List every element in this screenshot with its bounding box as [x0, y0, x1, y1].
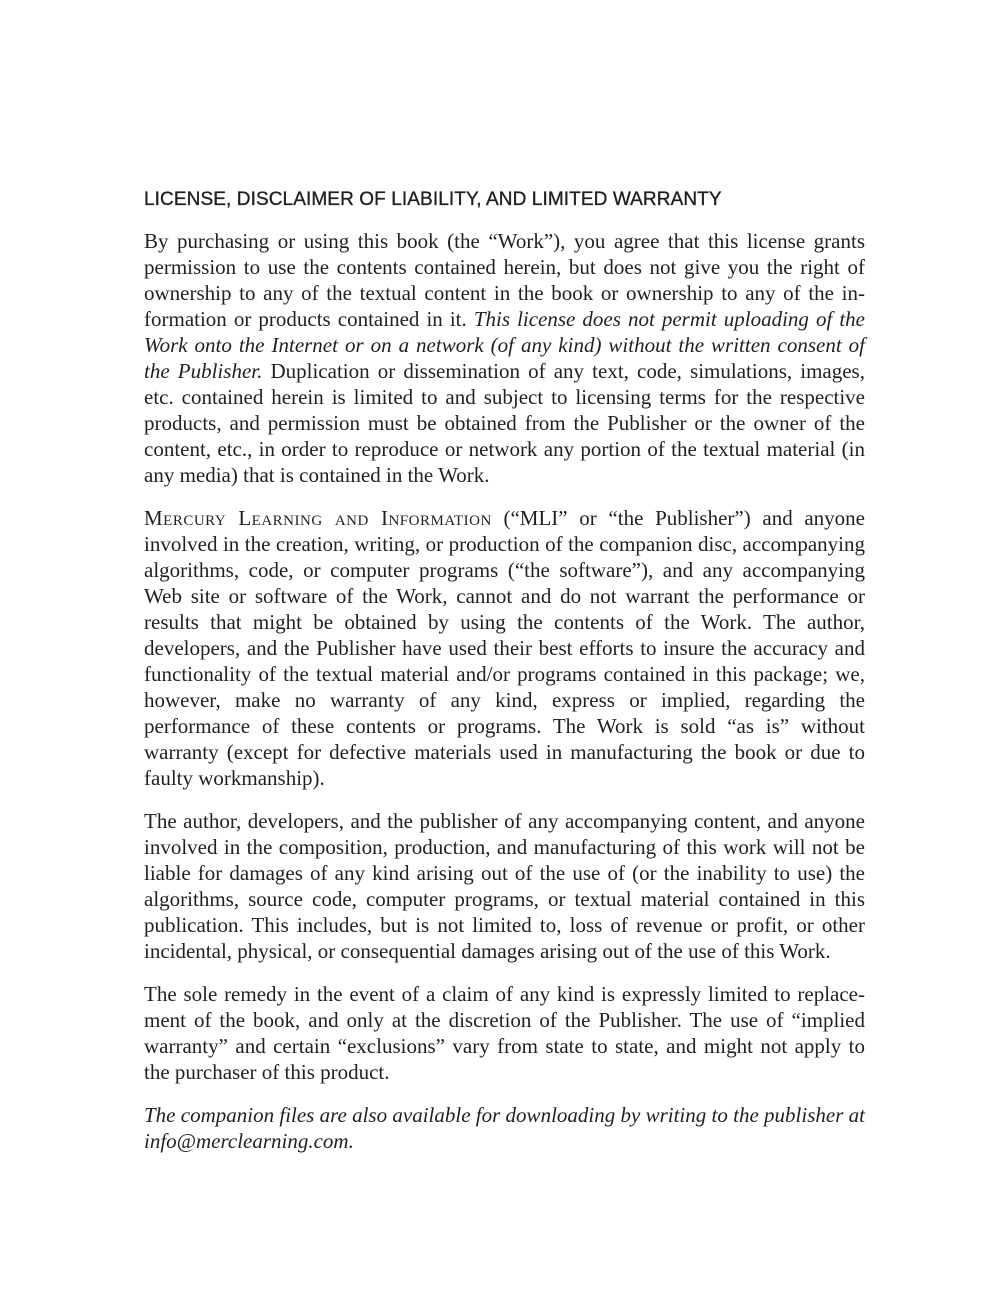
paragraph-disclaimer — [144, 505, 865, 791]
license-duplication-text: Duplication or dissemination of any text, code, simulations, images, etc. contained herein is limited to and subject to licensing terms for the respective products, and permission must be obtained from the Publisher or the owner of the content, etc., in order to reproduce or network any portion of the textual material (in any media) that is contained in the Work. — [144, 359, 865, 487]
license-restriction-italic: This license does not permit uploading of the Work onto the Internet or on a network (of any kind) without the written consent of the Publisher. — [144, 307, 865, 383]
paragraph-license-grant — [144, 228, 865, 488]
paragraph-companion-files: The companion files are also available for downloading by writing to the publisher at info@merclearning.com. — [144, 1103, 865, 1153]
license-page — [144, 185, 865, 1154]
publisher-name: Mercury Learning and Information — [144, 506, 492, 530]
paragraph-liability: The author, developers, and the publisher of any accompanying content, and anyone involved in the composition, production, and manufacturing of this work will not be liable for damages of any kind arising out of the use of (or the inability to use) the algorithms, source code, computer programs, or textual material contained in this publication. This includes, but is not limited to, loss of revenue or profit, or other incidental, physical, or consequential damages arising out of the use of this Work. — [144, 809, 865, 963]
paragraph-remedy: The sole remedy in the event of a claim of any kind is expressly limited to replacement of the book, and only at the discretion of the Publisher. The use of “implied warranty” and certain “exclusions” vary from state to state, and might not apply to the purchaser of this product. — [144, 982, 865, 1084]
disclaimer-text: (“MLI” or “the Publisher”) and anyone involved in the creation, writing, or production of the companion disc, accompanying algorithms, code, or computer programs (“the software”), and any accompanying Web site or software of the Work, cannot and do not warrant the performance or results that might be obtained by using the contents of the Work. The author, developers, and the Publisher have used their best efforts to insure the accuracy and functionality of the textual material and/or programs contained in this package; we, however, make no warranty of any kind, express or implied, regarding the performance of these contents or programs. The Work is sold “as is” without warranty (except for defective materials used in manufacturing the book or due to faulty workmanship). — [144, 506, 865, 790]
section-heading: LICENSE, DISCLAIMER OF LIABILITY, AND LIMITED WARRANTY — [144, 189, 722, 210]
license-grant-text: By purchasing or using this book (the “Work”), you agree that this license grants permission to use the contents contained herein, but does not give you the right of ownership to any of the textual content in the book or ownership to any of the information or products contained in it. — [144, 229, 865, 331]
